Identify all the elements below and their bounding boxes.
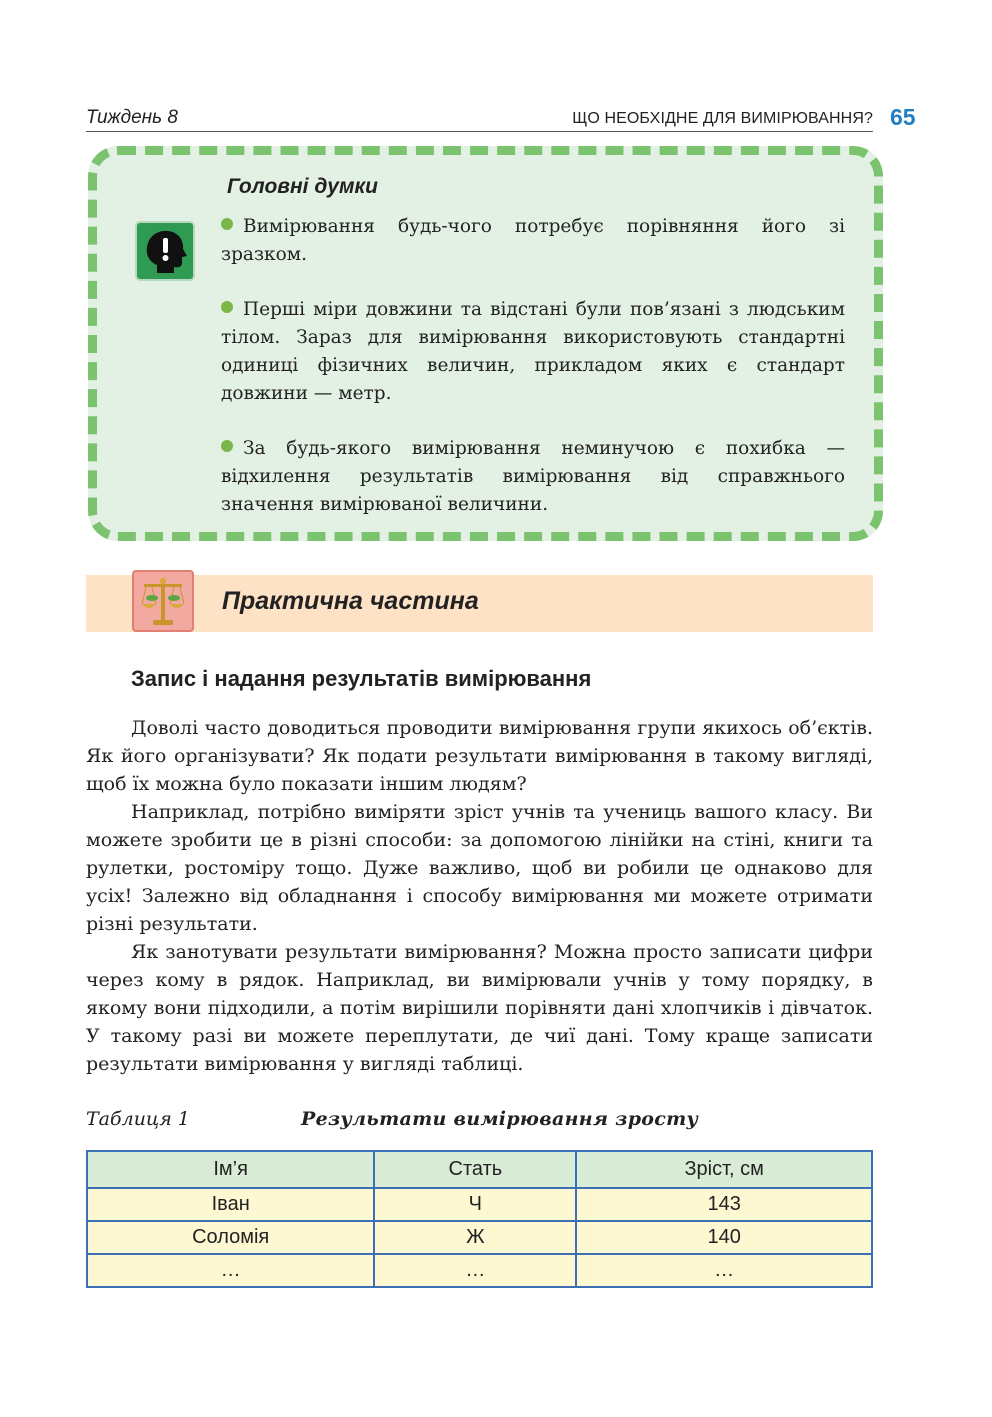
week-label: Тиждень 8 xyxy=(86,107,178,128)
page-number: 65 xyxy=(890,104,916,130)
paragraph: Як занотувати результати вимірювання? Можна просто записати цифри через кому в рядок. Наприклад, ви вимірювали учнів у тому порядку, в якому вони підходили, а потім вирішили порівняти дані хлопчиків і дівчаток. У такому разі ви можете переплутати, де чиї дані. Тому краще записати результати вимірювання у вигляді таблиці. xyxy=(86,941,873,1075)
table-cell: Ж xyxy=(374,1221,576,1254)
table-row xyxy=(87,1221,872,1254)
practical-title: Практична частина xyxy=(222,587,479,615)
table-header-cell: Ім’я xyxy=(87,1151,374,1188)
paragraph: Наприклад, потрібно виміряти зріст учнів та учениць вашого класу. Ви можете зробити це в різні способи: за допомогою лінійки на стіні, книги та рулетки, ростоміру тощо. Дуже важливо, щоб ви робили це однаково для усіх! Залежно від обладнання і способу вимірювання ми можете отримати різні результати. xyxy=(86,801,873,935)
table-cell: 143 xyxy=(576,1188,872,1221)
table-number: Таблиця 1 xyxy=(86,1108,190,1130)
table-header-row xyxy=(87,1151,872,1188)
paragraph: Доволі часто доводиться проводити вимірювання групи якихось об’єктів. Як його організувати? Як подати результати вимірювання в такому вигляді, щоб їх можна було показати іншим людям? xyxy=(86,717,873,795)
bullet-icon xyxy=(221,218,233,230)
chapter-title: ЩО НЕОБХІДНЕ ДЛЯ ВИМІРЮВАННЯ? xyxy=(572,110,873,127)
bullet-icon xyxy=(221,301,233,313)
table-header-cell: Зріст, см xyxy=(576,1151,872,1188)
key-idea-item: За будь-якого вимірювання неминучою є похибка — відхилення результатів вимірювання від справжнього значення вимірюваної величини. xyxy=(221,438,845,515)
section-heading: Запис і надання результатів вимірювання xyxy=(131,666,592,691)
table-cell: 140 xyxy=(576,1221,872,1254)
practical-banner xyxy=(86,575,873,632)
key-ideas-box xyxy=(88,146,883,541)
head-exclamation-icon xyxy=(135,221,195,281)
table-header-cell: Стать xyxy=(374,1151,576,1188)
scales-icon xyxy=(132,570,194,632)
key-ideas-list xyxy=(221,213,845,546)
table-title: Результати вимірювання зросту xyxy=(301,1108,699,1130)
key-idea-item: Перші міри довжини та відстані були пов’язані з людським тілом. Зараз для вимірювання використовують стандартні одиниці фізичних величин, прикладом яких є стандарт довжини — метр. xyxy=(221,299,845,404)
table-cell: … xyxy=(87,1254,374,1287)
table-cell: Соломія xyxy=(87,1221,374,1254)
table-row xyxy=(87,1188,872,1221)
page-header xyxy=(86,104,873,132)
table-cell: … xyxy=(374,1254,576,1287)
table-cell: Ч xyxy=(374,1188,576,1221)
key-idea-item: Вимірювання будь-чого потребує порівняння його зі зразком. xyxy=(221,216,845,265)
bullet-icon xyxy=(221,440,233,452)
table-cell: … xyxy=(576,1254,872,1287)
results-table xyxy=(86,1150,873,1288)
table-row xyxy=(87,1254,872,1287)
key-ideas-title: Головні думки xyxy=(227,175,378,198)
section-body xyxy=(86,714,873,1078)
table-cell: Іван xyxy=(87,1188,374,1221)
